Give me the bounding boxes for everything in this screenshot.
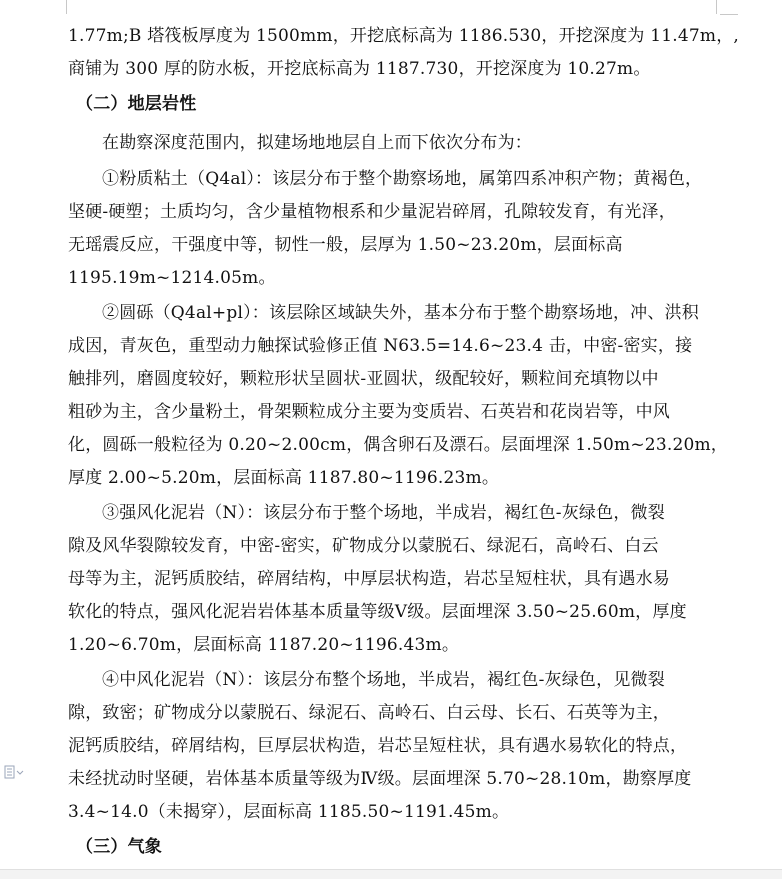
text-line: 商铺为 300 厚的防水板，开挖底标高为 1187.730，开挖深度为 10.27m。 (68, 59, 651, 79)
text-line: 无瑶震反应，干强度中等，韧性一般，层厚为 1.50~23.20m，层面标高 (68, 235, 623, 255)
margin-corner-mark-right (716, 0, 717, 14)
text-line: 未经扰动时坚硬，岩体基本质量等级为Ⅳ级。层面埋深 5.70~28.10m，勘察厚度 (68, 769, 692, 789)
text-line: 1.77m;B 塔筏板厚度为 1500mm，开挖底标高为 1186.530，开挖深度为 11.47m，, (68, 26, 740, 46)
text-line: 隙及风华裂隙较发育，中密-密实，矿物成分以蒙脱石、绿泥石，高岭石、白云 (68, 536, 659, 556)
text-line: 触排列，磨圆度较好，颗粒形状呈圆状-亚圆状，级配较好，颗粒间充填物以中 (68, 369, 659, 389)
text-line: 在勘察深度范围内，拟建场地地层自上而下依次分布为： (102, 133, 532, 153)
text-line: 厚度 2.00~5.20m，层面标高 1187.80~1196.23m。 (68, 468, 500, 488)
section-heading-strata: （二）地层岩性 (76, 94, 197, 114)
text-line: 1195.19m~1214.05m。 (68, 268, 276, 288)
text-line: 泥钙质胶结，碎屑结构，巨厚层状构造，岩芯呈短柱状，具有遇水易软化的特点， (68, 736, 688, 756)
text-line: 1.20~6.70m，层面标高 1187.20~1196.43m。 (68, 635, 460, 655)
text-line: 化，圆砾一般粒径为 0.20~2.00cm，偶含卵石及漂石。层面埋深 1.50m~23.20m， (68, 435, 728, 455)
text-line: 坚硬-硬塑；土质均匀，含少量植物根系和少量泥岩碎屑，孔隙较发育，有光泽， (68, 202, 676, 222)
text-line: 软化的特点，强风化泥岩岩体基本质量等级Ⅴ级。层面埋深 3.50~25.60m，厚度 (68, 602, 687, 622)
text-line: ①粉质粘土（Q4al）：该层分布于整个勘察场地，属第四系冲积产物；黄褐色， (102, 169, 703, 189)
margin-corner-mark-left (66, 0, 67, 14)
bottom-bar (0, 869, 782, 879)
text-line: ③强风化泥岩（N）：该层分布于整个场地，半成岩，褐红色-灰绿色，微裂 (102, 503, 665, 523)
document-map-icon[interactable] (4, 765, 26, 779)
text-line: ④中风化泥岩（N）：该层分布整个场地，半成岩，褐红色-灰绿色，见微裂 (102, 670, 665, 690)
text-line: 母等为主，泥钙质胶结，碎屑结构，中厚层状构造，岩芯呈短柱状，具有遇水易 (68, 569, 670, 589)
text-line: ②圆砾（Q4al+pl）：该层除区域缺失外，基本分布于整个勘察场地，冲、洪积 (102, 303, 699, 323)
margin-corner-mark-right-h (720, 14, 738, 15)
text-line: 粗砂为主，含少量粉土，骨架颗粒成分主要为变质岩、石英岩和花岗岩等，中风 (68, 402, 670, 422)
text-line: 成因，青灰色，重型动力触探试验修正值 N63.5=14.6~23.4 击，中密-密实，接 (68, 336, 693, 356)
text-line: 3.4~14.0（未揭穿），层面标高 1185.50~1191.45m。 (68, 802, 510, 822)
section-heading-climate: （三）气象 (76, 837, 162, 857)
text-line: 隙，致密；矿物成分以蒙脱石、绿泥石、高岭石、白云母、长石、石英等为主， (68, 703, 670, 723)
